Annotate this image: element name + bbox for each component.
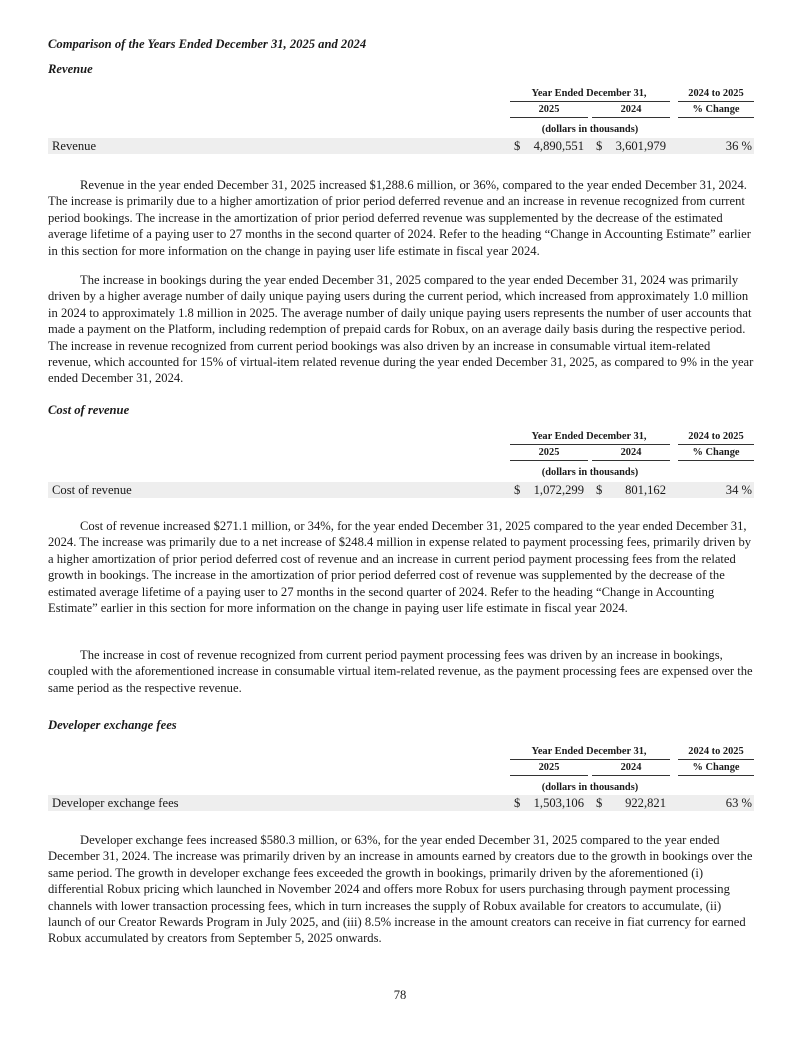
value-2024: 3,601,979	[615, 139, 666, 153]
col-header-2024: 2024	[620, 447, 642, 458]
currency-symbol: $	[596, 139, 603, 153]
percent-change: 63 %	[725, 796, 752, 810]
currency-symbol: $	[514, 139, 521, 153]
col-underline-2024	[592, 775, 670, 776]
col-header-2024: 2024	[620, 104, 642, 115]
cost-of-revenue-paragraph-2: The increase in cost of revenue recognized from current period payment processing fees was driven by an increase in bookings, coupled with the aforementioned increase in consumable virtual item-related revenue, as the payment processing fees are expensed over the same period as the respective revenue.	[48, 648, 753, 695]
col-underline-2024	[592, 460, 670, 461]
change-underline	[678, 101, 754, 102]
revenue-paragraph-1: Revenue in the year ended December 31, 2025 increased $1,288.6 million, or 36%, compared to the year ended December 31, 2024. The increase is primarily due to a higher amortization of prior period deferred revenue and an increase in revenue recognized from current period bookings. The increase in the amortization of prior period deferred revenue was supplemented by the decrease of the estimated average lifetime of a paying user to 27 months in the second quarter of 2024. Refer to the heading “Change in Accounting Estimate” earlier in this section for more information on the change in paying user life estimate in fiscal year 2024.	[48, 178, 751, 258]
developer-exchange-fees-heading: Developer exchange fees	[48, 718, 177, 732]
col-header-2025: 2025	[538, 104, 560, 115]
cost-of-revenue-heading: Cost of revenue	[48, 403, 130, 417]
change-header: 2024 to 2025	[688, 88, 744, 99]
col-header-2025: 2025	[538, 762, 560, 773]
col-underline-2024	[592, 117, 670, 118]
period-header: Year Ended December 31,	[531, 88, 647, 99]
units-note: (dollars in thousands)	[541, 782, 639, 793]
table-row	[48, 138, 754, 154]
page-number: 78	[393, 988, 407, 1002]
col-header-change: % Change	[692, 447, 740, 458]
col-header-2025: 2025	[538, 447, 560, 458]
change-header: 2024 to 2025	[688, 431, 744, 442]
col-underline-2025	[510, 117, 588, 118]
table-row	[48, 482, 754, 498]
developer-exchange-fees-paragraph-1: Developer exchange fees increased $580.3 million, or 63%, for the year ended December 31, 2025 compared to the year ended December 31, 2024. The increase was primarily driven by an increase in amounts earned by creators due to the growth in bookings over the same period. The growth in developer exchange fees exceeded the growth in bookings, primarily driven by the aforementioned (i) differential Robux pricing which launched in November 2024 and offers more Robux for users purchasing through payment processing channels with lower transaction processing fees, which in turn increases the supply of Robux available for creators to accumulate, (ii) launch of our Creator Rewards Program in July 2025, and (iii) 8.5% increase in the amount creators can receive in fiat currency for earned Robux accumulated by creators from September 5, 2025 onwards.	[48, 833, 753, 946]
period-header: Year Ended December 31,	[531, 746, 647, 757]
value-2025: 1,503,106	[533, 796, 584, 810]
change-underline	[678, 759, 754, 760]
table-row	[48, 795, 754, 811]
period-underline	[510, 101, 670, 102]
cost-of-revenue-paragraph-1: Cost of revenue increased $271.1 million, or 34%, for the year ended December 31, 2025 compared to the year ended December 31, 2024. The increase was primarily due to a net increase of $248.4 million in expense related to payment processing fees, primarily driven by a higher amortization of prior period deferred cost of revenue and an increase in current period payment processing fees from the related growth in bookings. The increase in the amortization of prior period deferred cost of revenue was supplemented by the decrease of the estimated average lifetime of a paying user to 27 months in the second quarter of 2024. Refer to the heading “Change in Accounting Estimate” earlier in this section for more information on the change in paying user life estimate in fiscal year 2024.	[48, 519, 752, 616]
col-header-change: % Change	[692, 762, 740, 773]
period-underline	[510, 444, 670, 445]
period-header: Year Ended December 31,	[531, 431, 647, 442]
currency-symbol: $	[514, 796, 521, 810]
value-2025: 4,890,551	[533, 139, 584, 153]
row-label: Revenue	[52, 139, 97, 153]
revenue-paragraph-2: The increase in bookings during the year ended December 31, 2025 compared to the year ended December 31, 2024 was primarily driven by a higher average number of daily unique paying users during the current period, which increased from approximately 1.0 million in 2024 to approximately 1.8 million in 2025. The average number of daily unique paying users represents the number of user accounts that made a payment on the Platform, including redemption of prepaid cards for Robux, on an average daily basis during the respective period. The increase in revenue recognized from current period bookings was also driven by an increase in consumable virtual item-related revenue, which accounted for 15% of virtual-item related revenue during the year ended December 31, 2025, as compared to 9% in the year ended December 31, 2024.	[48, 273, 754, 386]
col-header-2024: 2024	[620, 762, 642, 773]
col-underline-2025	[510, 775, 588, 776]
value-2025: 1,072,299	[533, 483, 584, 497]
units-note: (dollars in thousands)	[541, 467, 639, 478]
page-heading: Comparison of the Years Ended December 31, 2025 and 2024	[48, 37, 367, 51]
currency-symbol: $	[514, 483, 521, 497]
revenue-heading: Revenue	[48, 62, 93, 76]
col-underline-change	[678, 460, 754, 461]
currency-symbol: $	[596, 796, 603, 810]
period-underline	[510, 759, 670, 760]
units-note: (dollars in thousands)	[541, 124, 639, 135]
col-underline-2025	[510, 460, 588, 461]
col-header-change: % Change	[692, 104, 740, 115]
percent-change: 36 %	[725, 139, 752, 153]
value-2024: 801,162	[625, 483, 666, 497]
percent-change: 34 %	[725, 483, 752, 497]
change-underline	[678, 444, 754, 445]
row-label: Developer exchange fees	[52, 796, 179, 810]
currency-symbol: $	[596, 483, 603, 497]
col-underline-change	[678, 117, 754, 118]
row-label: Cost of revenue	[52, 483, 132, 497]
change-header: 2024 to 2025	[688, 746, 744, 757]
value-2024: 922,821	[625, 796, 666, 810]
col-underline-change	[678, 775, 754, 776]
